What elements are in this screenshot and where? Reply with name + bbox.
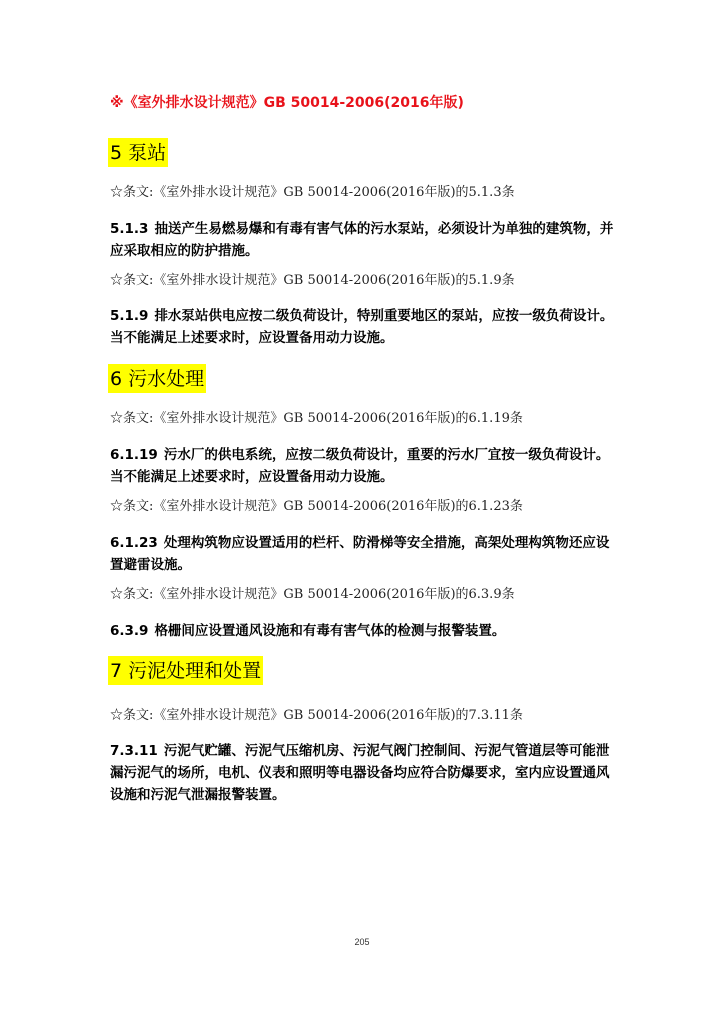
page-number: 205	[354, 937, 370, 947]
section-heading-6: 6 污水处理	[108, 364, 206, 393]
clause-text	[110, 620, 618, 642]
clause-reference: ☆条文:《室外排水设计规范》GB 50014-2006(2016年版)的7.3.11条	[110, 708, 523, 723]
section-heading-5: 5 泵站	[108, 138, 168, 167]
clause-text	[110, 444, 618, 488]
clause-content: 抽送产生易燃易爆和有毒有害气体的污水泵站，必须设计为单独的建筑物，并应采取相应的防护措施。	[110, 221, 614, 259]
clause-content: 排水泵站供电应按二级负荷设计，特别重要地区的泵站，应按一级负荷设计。当不能满足上述要求时，应设置备用动力设施。	[110, 308, 614, 346]
clause-number: 5.1.9	[110, 308, 149, 324]
clause-reference: ☆条文:《室外排水设计规范》GB 50014-2006(2016年版)的5.1.3条	[110, 185, 515, 200]
clause-text	[110, 218, 618, 262]
document-title: ※《室外排水设计规范》GB 50014-2006(2016年版)	[110, 95, 464, 111]
clause-text	[110, 740, 618, 806]
clause-content: 污泥气贮罐、污泥气压缩机房、污泥气阀门控制间、污泥气管道层等可能泄漏污泥气的场所，电机、仪表和照明等电器设备均应符合防爆要求，室内应设置通风设施和污泥气泄漏报警装置。	[110, 743, 610, 803]
clause-number: 6.1.19	[110, 447, 158, 463]
clause-number: 6.3.9	[110, 623, 149, 639]
clause-text	[110, 305, 618, 349]
clause-content: 格栅间应设置通风设施和有毒有害气体的检测与报警装置。	[154, 623, 506, 639]
clause-number: 5.1.3	[110, 221, 149, 237]
clause-content: 污水厂的供电系统，应按二级负荷设计，重要的污水厂宜按一级负荷设计。当不能满足上述要求时，应设置备用动力设施。	[110, 447, 610, 485]
section-heading-7: 7 污泥处理和处置	[108, 656, 263, 685]
clause-reference: ☆条文:《室外排水设计规范》GB 50014-2006(2016年版)的6.1.23条	[110, 499, 523, 514]
clause-reference: ☆条文:《室外排水设计规范》GB 50014-2006(2016年版)的6.3.9条	[110, 587, 515, 602]
clause-reference: ☆条文:《室外排水设计规范》GB 50014-2006(2016年版)的6.1.19条	[110, 411, 523, 426]
clause-number: 6.1.23	[110, 535, 158, 551]
clause-text	[110, 532, 618, 576]
clause-reference: ☆条文:《室外排水设计规范》GB 50014-2006(2016年版)的5.1.9条	[110, 273, 515, 288]
clause-content: 处理构筑物应设置适用的栏杆、防滑梯等安全措施，高架处理构筑物还应设置避雷设施。	[110, 535, 610, 573]
clause-number: 7.3.11	[110, 743, 158, 759]
